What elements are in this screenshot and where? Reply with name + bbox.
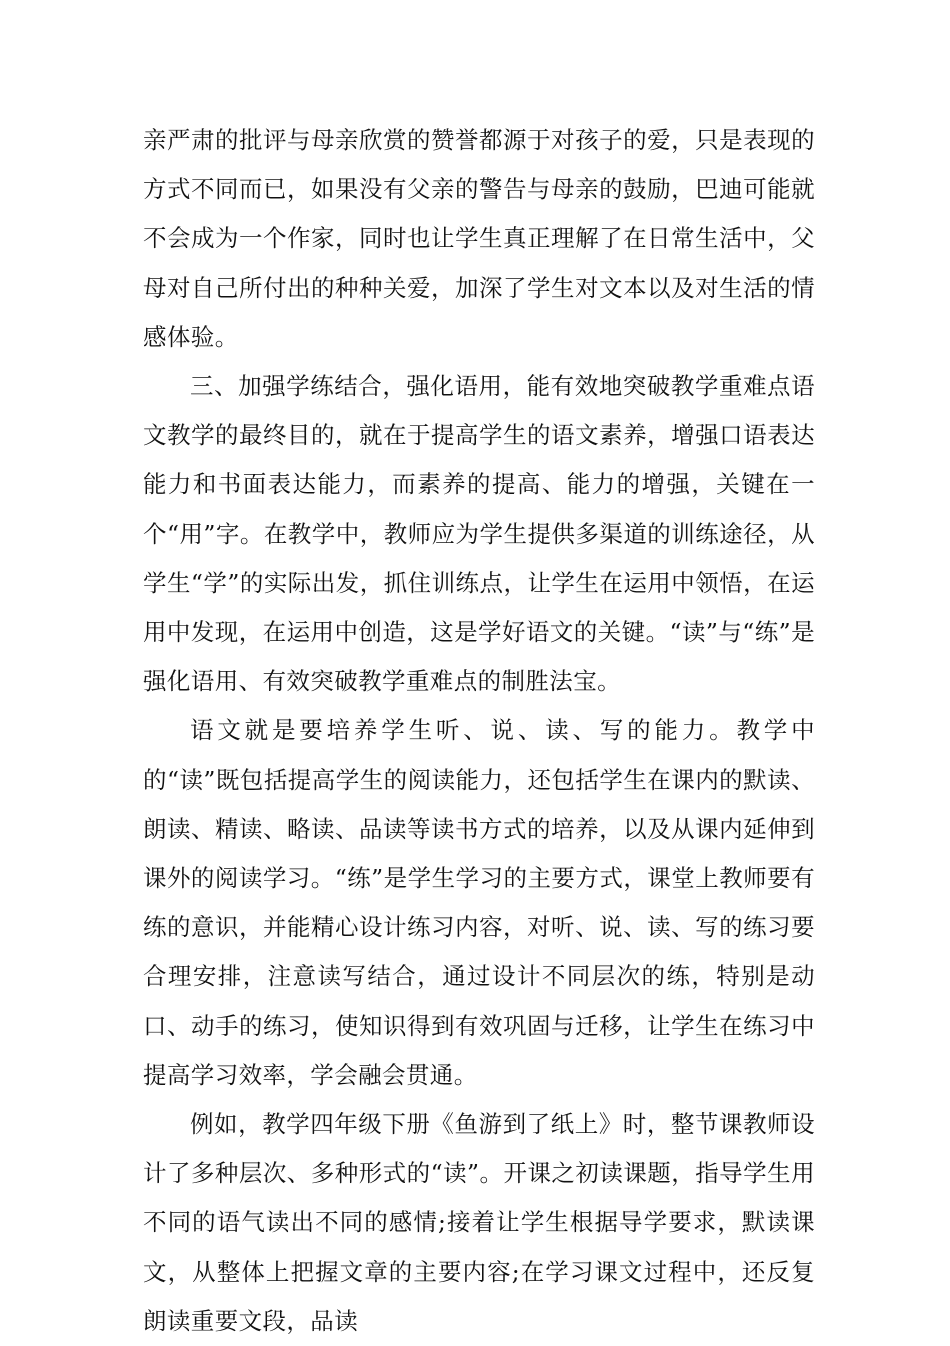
paragraph-section-three: 三、加强学练结合，强化语用，能有效地突破教学重难点语文教学的最终目的，就在于提高学生的语文素养，增强口语表达能力和书面表达能力，而素养的提高、能力的增强，关键在一个“用”字。在教学中，教师应为学生提供多渠道的训练途径，从学生“学”的实际出发，抓住训练点，让学生在运用中领悟，在运用中发现，在运用中创造，这是学好语文的关键。“读”与“练”是强化语用、有效突破教学重难点的制胜法宝。: [143, 372, 815, 696]
paragraph-reading-practice: 语文就是要培养学生听、说、读、写的能力。教学中的“读”既包括提高学生的阅读能力，还包括学生在课内的默读、朗读、精读、略读、品读等读书方式的培养，以及从课内延伸到课外的阅读学习。“练”是学生学习的主要方式，课堂上教师要有练的意识，并能精心设计练习内容，对听、说、读、写的练习要合理安排，注意读写结合，通过设计不同层次的练，特别是动口、动手的练习，使知识得到有效巩固与迁移，让学生在练习中提高学习效率，学会融会贯通。: [143, 716, 815, 1089]
paragraph-continuation: 亲严肃的批评与母亲欣赏的赞誉都源于对孩子的爱，只是表现的方式不同而已，如果没有父亲的警告与母亲的鼓励，巴迪可能就不会成为一个作家，同时也让学生真正理解了在日常生活中，父母对自己所付出的种种关爱，加深了学生对文本以及对生活的情感体验。: [143, 126, 815, 351]
body-text: [143, 116, 815, 1346]
paragraph-example: 例如，教学四年级下册《鱼游到了纸上》时，整节课教师设计了多种层次、多种形式的“读”。开课之初读课题，指导学生用不同的语气读出不同的感情;接着让学生根据导学要求，默读课文，从整体上把握文章的主要内容;在学习课文过程中，还反复朗读重要文段，品读: [143, 1110, 815, 1335]
